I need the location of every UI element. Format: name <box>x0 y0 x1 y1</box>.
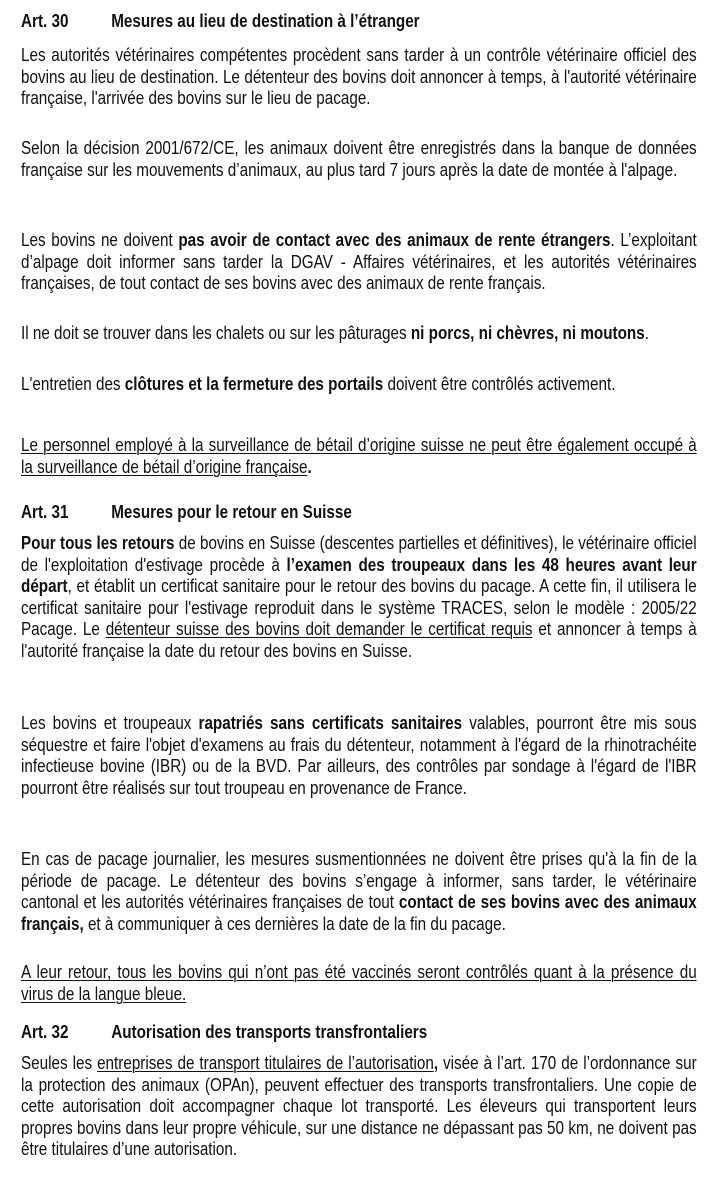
article-heading-31 <box>21 501 697 523</box>
paragraph <box>21 961 697 1004</box>
text: de bovins en Suisse (descentes partielles et définitives), le vétérinaire officiel de l'exploitation d'estivage procède à <box>21 532 697 575</box>
paragraph <box>21 848 697 934</box>
text: doivent être contrôlés activement. <box>383 373 616 394</box>
article-number: Art. 32 <box>21 1021 69 1042</box>
article-heading-32 <box>21 1021 697 1043</box>
text: , et établit un certificat sanitaire pour le retour des bovins du pacage. A cette fin, il utilisera le certificat sanitaire pour l'estivage reproduit dans le système TRACES, selon le modèle : 2005/22 Pacage. Le <box>21 575 697 640</box>
bold-text: rapatriés sans certificats sanitaires <box>198 712 463 733</box>
article-title: Autorisation des transports transfrontaliers <box>111 1021 428 1042</box>
text: . <box>644 322 649 343</box>
text: En cas de pacage journalier, les mesures susmentionnées ne doivent être prises qu'à la fin de la période de pacage. Le détenteur des bovins s’engage à informer, sans tarder, le vétérinaire cantonal et les autorités vétérinaires françaises de tout <box>21 848 697 913</box>
bold-text: pas avoir de contact avec des animaux de rente étrangers <box>178 229 611 250</box>
underlined-text: A leur retour, tous les bovins qui n’ont pas été vaccinés seront contrôlés quant à la présence du virus de la langue bleue. <box>21 961 697 1004</box>
bold-text: , <box>433 1052 439 1073</box>
article-number: Art. 31 <box>21 501 69 522</box>
text: et annoncer à temps à l'autorité française la date du retour des bovins en Suisse. <box>21 618 697 661</box>
text: visée à l’art. 170 de l’ordonnance sur la protection des animaux (OPAn), peuvent effectuer des transports transfrontaliers. Une copie de cette autorisation doit accompagner chaque lot transporté. Les éleveurs qui transportent leurs propres bovins dans leur propre véhicule, sur une distance ne dépassant pas 50 km, ne doivent pas être titulaires d’une autorisation. <box>21 1052 697 1160</box>
article-title: Mesures pour le retour en Suisse <box>111 501 352 522</box>
paragraph <box>21 712 697 798</box>
paragraph <box>21 532 697 662</box>
paragraph: Selon la décision 2001/672/CE, les animaux doivent être enregistrés dans la banque de données française sur les mouvements d’animaux, au plus tard 7 jours après la date de montée à l'alpage. <box>21 137 697 180</box>
paragraph <box>21 229 697 294</box>
article-title: Mesures au lieu de destination à l’étranger <box>111 10 420 31</box>
text: Les bovins et troupeaux <box>21 712 199 733</box>
underlined-text: détenteur suisse des bovins doit demander le certificat requis <box>105 618 533 640</box>
text: . L’exploitant d’alpage doit informer sans tarder la DGAV - Affaires vétérinaires, et les autorités vétérinaires françaises, de tout contact de ses bovins avec des animaux de rente français. <box>21 229 697 294</box>
paragraph <box>21 322 697 344</box>
text: Il ne doit se trouver dans les chalets ou sur les pâturages <box>21 322 411 343</box>
text: valables, pourront être mis sous séquestre et faire l'objet d'examens au frais du détenteur, notamment à l'égard de la rhinotrachéite infectieuse bovine (IBR) ou de la BVD. Par ailleurs, des contrôles par sondage à l'égard de l'IBR pourront être réalisés sur tout troupeau en provenance de France. <box>21 712 697 798</box>
paragraph <box>21 434 697 477</box>
bold-text: ni porcs, ni chèvres, ni moutons <box>410 322 645 343</box>
text: Les bovins ne doivent <box>21 229 179 250</box>
paragraph <box>21 1052 697 1160</box>
paragraph: Les autorités vétérinaires compétentes procèdent sans tarder à un contrôle vétérinaire officiel des bovins au lieu de destination. Le détenteur des bovins doit annoncer à temps, à l'autorité vétérinaire française, l'arrivée des bovins sur le lieu de pacage. <box>21 44 697 109</box>
underlined-text: Le personnel employé à la surveillance de bétail d’origine suisse ne peut être également occupé à la surveillance de bétail d’origine française <box>21 434 697 477</box>
article-number: Art. 30 <box>21 10 69 31</box>
underlined-text: entreprises de transport titulaires de l’autorisation <box>97 1052 434 1073</box>
text: L'entretien des <box>21 373 125 394</box>
bold-text: contact de ses bovins avec des animaux français, <box>21 891 697 934</box>
paragraph <box>21 373 697 395</box>
bold-text: l’examen des troupeaux dans les 48 heures avant leur départ <box>21 553 697 597</box>
bold-text: clôtures et la fermeture des portails <box>124 373 384 394</box>
text: et à communiquer à ces dernières la date de la fin du pacage. <box>83 912 506 934</box>
text: Seules les <box>21 1052 98 1073</box>
bold-text: Pour tous les retours <box>21 532 175 553</box>
bold-text: . <box>307 455 312 477</box>
article-heading-30 <box>21 10 697 32</box>
